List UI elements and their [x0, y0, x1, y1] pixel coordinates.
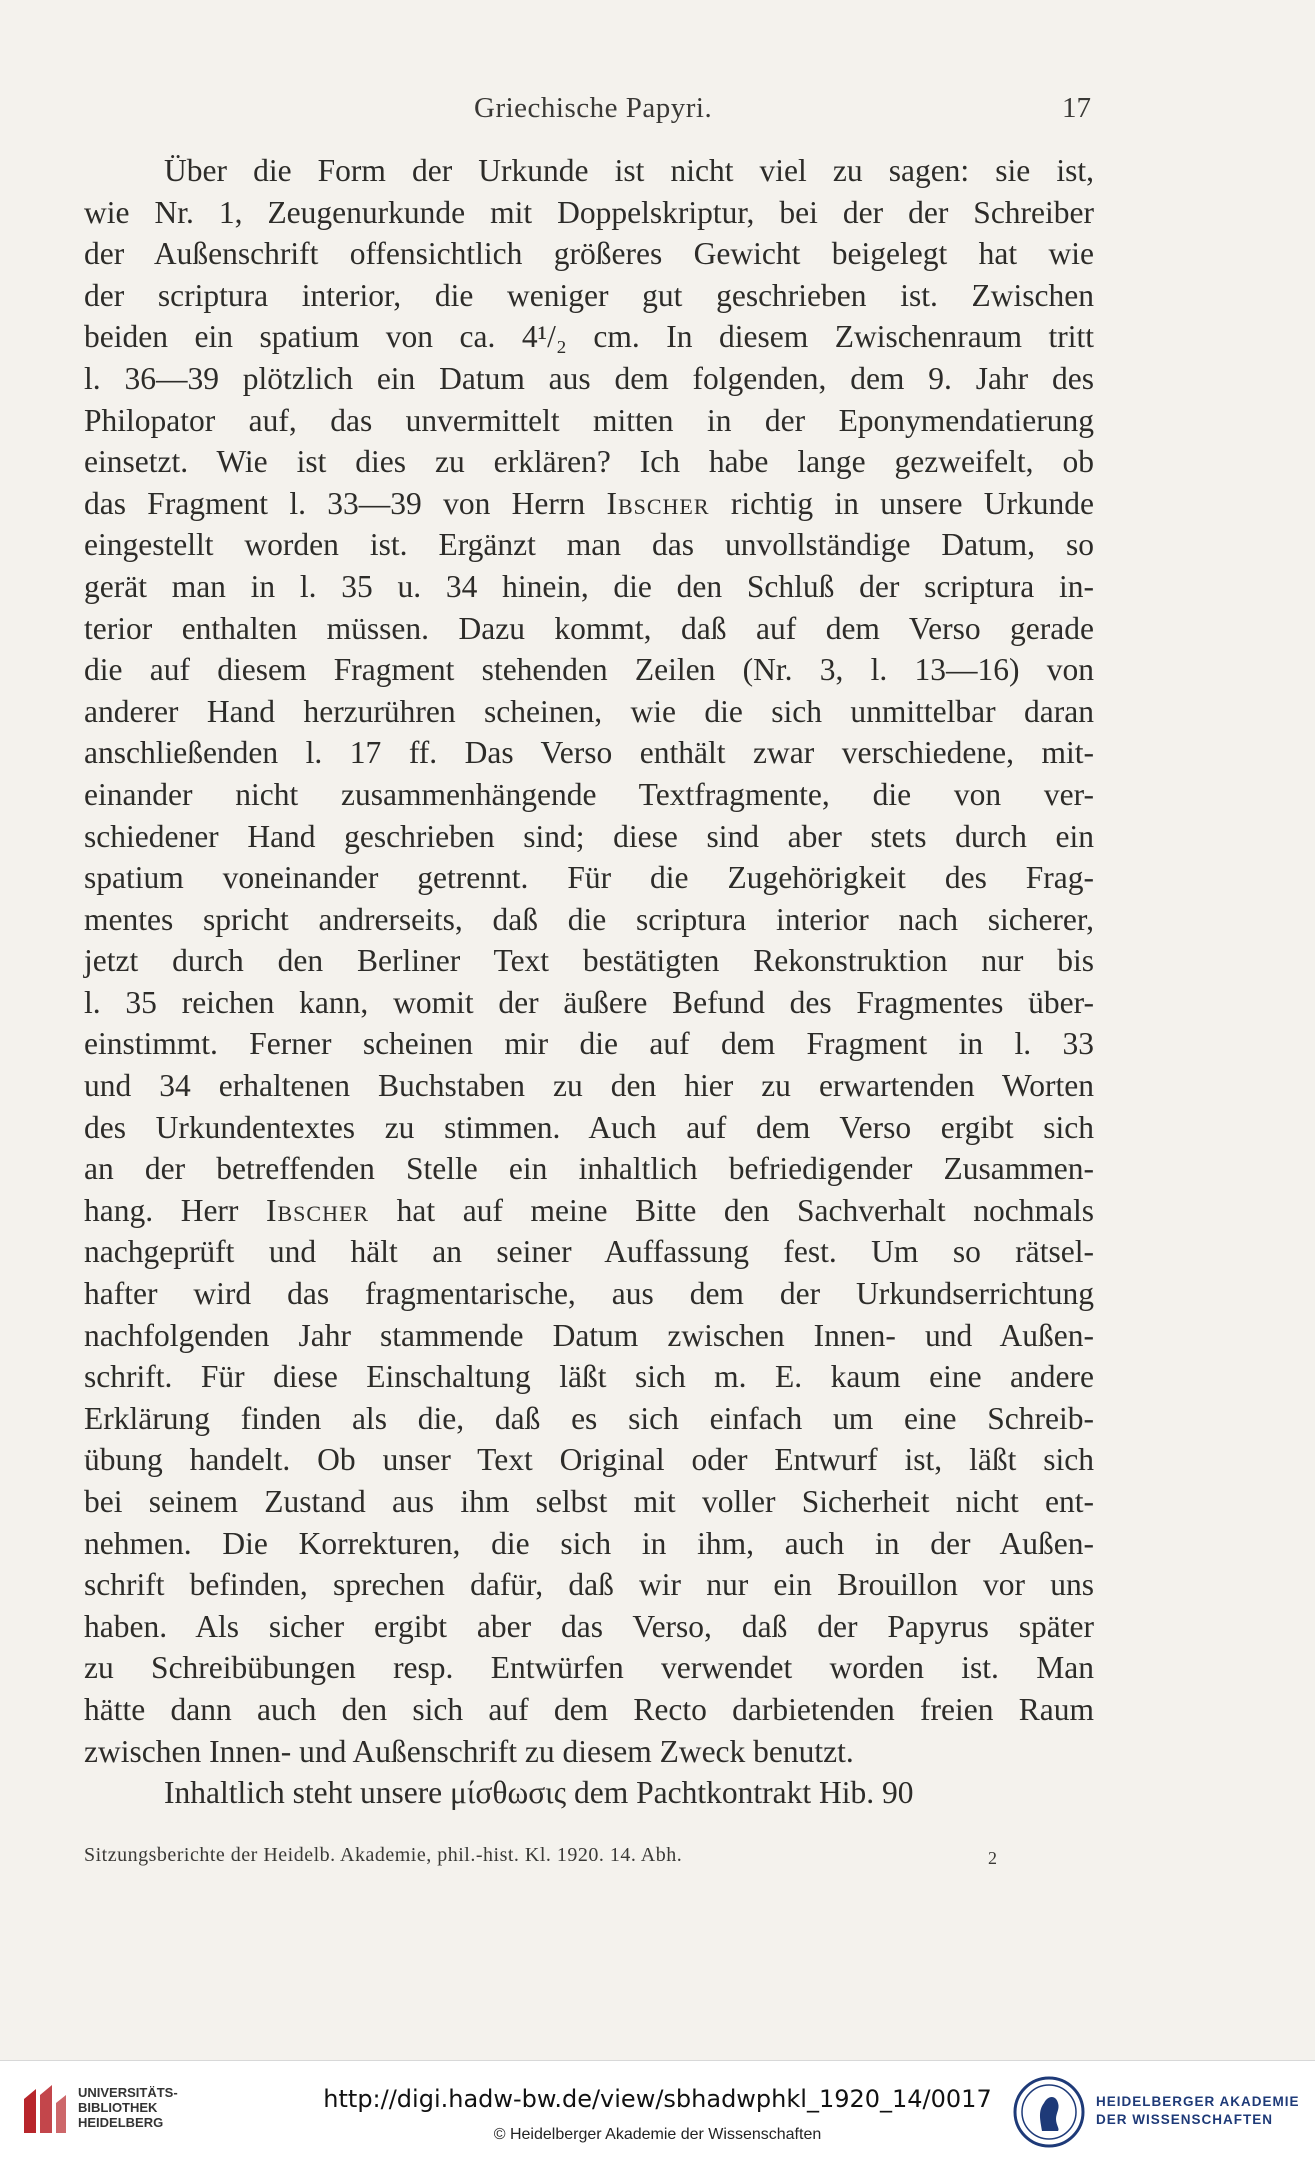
- text-line: anschließenden l. 17 ff. Das Verso enthält zwar verschiedene, mit-: [84, 735, 1094, 771]
- body-text: [84, 150, 1094, 1814]
- page-number: 17: [1062, 92, 1091, 124]
- text-line: an der betreffenden Stelle ein inhaltlich befriedigender Zusammen-: [84, 1151, 1094, 1187]
- text-line: die auf diesem Fragment stehenden Zeilen (Nr. 3, l. 13—16) von: [84, 652, 1094, 688]
- text-line: haben. Als sicher ergibt aber das Verso, daß der Papyrus später: [84, 1608, 1094, 1644]
- copyright-notice: © Heidelberger Akademie der Wissenschaften: [493, 2126, 822, 2143]
- library-name-line: UNIVERSITÄTS-: [78, 2085, 178, 2100]
- text-line: l. 35 reichen kann, womit der äußere Befund des Fragmentes über-: [84, 984, 1094, 1020]
- text-line: schrift. Für diese Einschaltung läßt sich m. E. kaum eine andere: [84, 1359, 1094, 1395]
- text-line: mentes spricht andrerseits, daß die scriptura interior nach sicherer,: [84, 901, 1094, 937]
- text-line: übung handelt. Ob unser Text Original oder Entwurf ist, läßt sich: [84, 1442, 1094, 1478]
- text-line: eingestellt worden ist. Ergänzt man das unvollständige Datum, so: [84, 527, 1094, 563]
- text-line: und 34 erhaltenen Buchstaben zu den hier zu erwartenden Worten: [84, 1068, 1094, 1104]
- running-head-title: Griechische Papyri.: [474, 92, 713, 124]
- text-line: des Urkundentextes zu stimmen. Auch auf dem Verso ergibt sich: [84, 1109, 1094, 1145]
- text-line: nachgeprüft und hält an seiner Auffassung fest. Um so rätsel-: [84, 1234, 1094, 1270]
- text-line: anderer Hand herzurühren scheinen, wie die sich unmittelbar daran: [84, 693, 1094, 729]
- text-line: jetzt durch den Berliner Text bestätigten Rekonstruktion nur bis: [84, 943, 1094, 979]
- text-line: der scriptura interior, die weniger gut geschrieben ist. Zwischen: [84, 277, 1094, 313]
- text-line: einander nicht zusammenhängende Textfragmente, die von ver-: [84, 776, 1094, 812]
- text-line: beiden ein spatium von ca. 4¹/₂ cm. In diesem Zwischenraum tritt: [84, 319, 1094, 355]
- text-line: hätte dann auch den sich auf dem Recto darbietenden freien Raum: [84, 1691, 1094, 1727]
- text-line: l. 36—39 plötzlich ein Datum aus dem folgenden, dem 9. Jahr des: [84, 360, 1094, 396]
- text-line: nachfolgenden Jahr stammende Datum zwischen Innen- und Außen-: [84, 1317, 1094, 1353]
- academy-seal-icon: [1012, 2075, 1086, 2149]
- text-line: hafter wird das fragmentarische, aus dem der Urkundserrichtung: [84, 1276, 1094, 1312]
- text-line: einstimmt. Ferner scheinen mir die auf dem Fragment in l. 33: [84, 1026, 1094, 1062]
- text-line: schiedener Hand geschrieben sind; diese sind aber stets durch ein: [84, 818, 1094, 854]
- text-line: bei seinem Zustand aus ihm selbst mit voller Sicherheit nicht ent-: [84, 1484, 1094, 1519]
- signature-mark: 2: [988, 1848, 998, 1868]
- text-line: einsetzt. Wie ist dies zu erklären? Ich habe lange gezweifelt, ob: [84, 444, 1094, 480]
- library-name-line: BIBLIOTHEK: [78, 2100, 158, 2115]
- text-line: Über die Form der Urkunde ist nicht viel zu sagen: sie ist,: [164, 153, 1094, 188]
- academy-name: [1096, 2093, 1300, 2129]
- text-line: das Fragment l. 33—39 von Herrn Ibscher richtig in unsere Urkunde: [84, 485, 1094, 521]
- text-line: Philopator auf, das unvermittelt mitten in der Eponymendatierung: [84, 402, 1094, 438]
- viewer-footer-bar: [0, 2060, 1315, 2159]
- text-line: Inhaltlich steht unsere μίσθωσις dem Pachtkontrakt Hib. 90: [164, 1775, 914, 1811]
- text-line: wie Nr. 1, Zeugenurkunde mit Doppelskriptur, bei der der Schreiber: [84, 194, 1094, 230]
- library-name-line: HEIDELBERG: [78, 2115, 164, 2130]
- text-line: hang. Herr Ibscher hat auf meine Bitte den Sachverhalt nochmals: [84, 1192, 1094, 1228]
- text-line: Erklärung finden als die, daß es sich einfach um eine Schreib-: [84, 1400, 1094, 1436]
- text-line: zwischen Innen- und Außenschrift zu diesem Zweck benutzt.: [84, 1733, 854, 1769]
- text-line: terior enthalten müssen. Dazu kommt, daß auf dem Verso gerade: [84, 610, 1094, 646]
- text-line: schrift befinden, sprechen dafür, daß wir nur ein Brouillon vor uns: [84, 1567, 1094, 1603]
- footer-note-text: Sitzungsberichte der Heidelb. Akademie, phil.-hist. Kl. 1920. 14. Abh.: [84, 1844, 683, 1866]
- footer-note: [84, 1844, 1094, 1867]
- text-line: spatium voneinander getrennt. Für die Zugehörigkeit des Frag-: [84, 860, 1094, 896]
- academy-name-line: HEIDELBERGER AKADEMIE: [1096, 2094, 1300, 2109]
- person-name: Ibscher: [606, 485, 710, 521]
- academy-name-line: DER WISSENSCHAFTEN: [1096, 2112, 1274, 2127]
- text-line: der Außenschrift offensichtlich größeres Gewicht beigelegt hat wie: [84, 236, 1094, 272]
- permalink-url[interactable]: http://digi.hadw-bw.de/view/sbhadwphkl_1920_14/0017: [323, 2085, 992, 2113]
- text-line: zu Schreibübungen resp. Entwürfen verwendet worden ist. Man: [84, 1650, 1094, 1686]
- text-line: nehmen. Die Korrekturen, die sich in ihm, auch in der Außen-: [84, 1525, 1094, 1561]
- text-line: gerät man in l. 35 u. 34 hinein, die den Schluß der scriptura in-: [84, 568, 1094, 604]
- person-name: Ibscher: [266, 1192, 370, 1228]
